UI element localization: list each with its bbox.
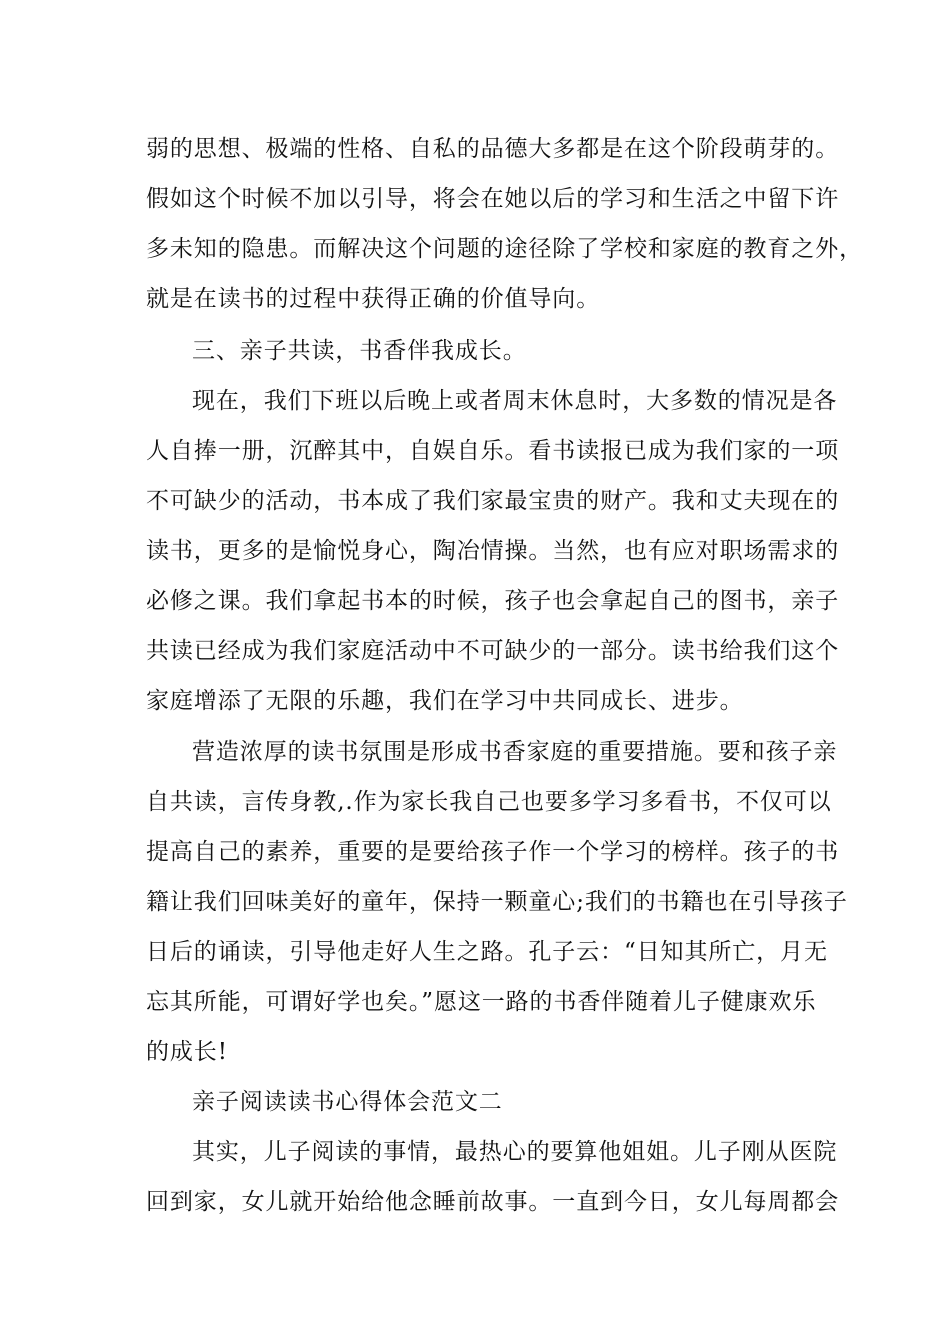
text-line: 回到家，女儿就开始给他念睡前故事。一直到今日，女儿每周都会 bbox=[146, 1189, 840, 1215]
section-heading: 三、亲子共读，书香伴我成长。 bbox=[192, 338, 527, 364]
text-line: 读书，更多的是愉悦身心，陶冶情操。当然，也有应对职场需求的 bbox=[146, 538, 840, 564]
text-line: 人自捧一册，沉醉其中，自娱自乐。看书读报已成为我们家的一项 bbox=[146, 438, 840, 464]
text-line: 多未知的隐患。而解决这个问题的途径除了学校和家庭的教育之外， bbox=[146, 236, 863, 262]
text-line: 共读已经成为我们家庭活动中不可缺少的一部分。读书给我们这个 bbox=[146, 638, 840, 664]
text-line: 必修之课。我们拿起书本的时候，孩子也会拿起自己的图书，亲子 bbox=[146, 588, 840, 614]
text-line: 其实，儿子阅读的事情，最热心的要算他姐姐。儿子刚从医院 bbox=[192, 1139, 838, 1165]
text-line: 营造浓厚的读书氛围是形成书香家庭的重要措施。要和孩子亲 bbox=[192, 739, 838, 765]
text-line: 自共读，言传身教,.作为家长我自己也要多学习多看书，不仅可以 bbox=[146, 789, 832, 815]
text-line: 假如这个时候不加以引导，将会在她以后的学习和生活之中留下许 bbox=[146, 186, 840, 212]
text-line: 日后的诵读，引导他走好人生之路。孔子云：“日知其所亡，月无 bbox=[146, 939, 828, 965]
text-line: 不可缺少的活动，书本成了我们家最宝贵的财产。我和丈夫现在的 bbox=[146, 488, 840, 514]
text-line: 的成长! bbox=[146, 1039, 228, 1065]
text-line: 提高自己的素养，重要的是要给孩子作一个学习的榜样。孩子的书 bbox=[146, 839, 840, 865]
text-line: 弱的思想、极端的性格、自私的品德大多都是在这个阶段萌芽的。 bbox=[146, 136, 840, 162]
section-title: 亲子阅读读书心得体会范文二 bbox=[192, 1089, 503, 1115]
text-line: 忘其所能，可谓好学也矣。”愿这一路的书香伴随着儿子健康欢乐 bbox=[146, 989, 817, 1015]
text-line: 家庭增添了无限的乐趣，我们在学习中共同成长、进步。 bbox=[146, 688, 744, 714]
text-line: 现在，我们下班以后晚上或者周末休息时，大多数的情况是各 bbox=[192, 388, 838, 414]
text-line: 就是在读书的过程中获得正确的价值导向。 bbox=[146, 286, 601, 312]
text-line: 籍让我们回味美好的童年，保持一颗童心;我们的书籍也在引导孩子 bbox=[146, 889, 848, 915]
